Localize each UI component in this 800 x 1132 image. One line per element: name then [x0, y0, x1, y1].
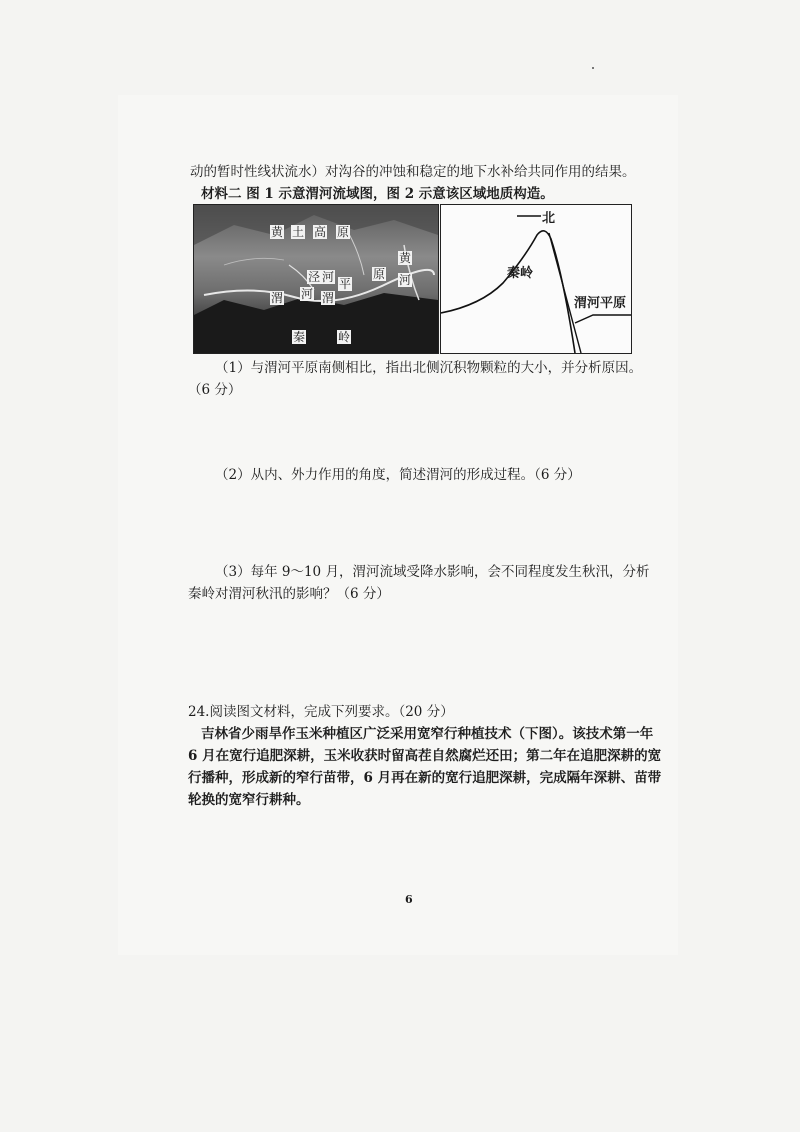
map-label-yuan-2: 原: [373, 267, 386, 281]
map-label-wei-1: 渭: [271, 291, 284, 305]
wei-plain-label: 渭河平原: [574, 292, 626, 311]
question-1-score: （6 分）: [188, 382, 242, 398]
map-label-yuan: 原: [337, 225, 350, 239]
material-two-caption: 材料二 图 1 示意渭河流域图，图 2 示意该区域地质构造。: [201, 186, 554, 202]
question-24-title: 24.阅读图文材料，完成下列要求。（20 分）: [188, 704, 454, 720]
question-24-line3: 行播种，形成新的窄行苗带，6 月再在新的宽行追肥深耕，完成隔年深耕、苗带: [188, 770, 662, 786]
map-label-qin: 秦: [293, 330, 306, 344]
section-profile: [441, 205, 631, 353]
question-1: （1）与渭河平原南侧相比，指出北侧沉积物颗粒的大小，并分析原因。: [215, 360, 643, 376]
qinling-label: 秦岭: [507, 266, 534, 281]
map-label-ling: 岭: [338, 330, 351, 344]
map-label-ping: 平: [339, 277, 352, 291]
scan-speck: [592, 67, 594, 69]
map-label-wei-2: 渭: [322, 291, 335, 305]
question-24-line1: 吉林省少雨旱作玉米种植区广泛采用宽窄行种植技术（下图）。该技术第一年: [201, 726, 654, 742]
map-label-he-2: 河: [399, 273, 412, 287]
question-2: （2）从内、外力作用的角度，简述渭河的形成过程。（6 分）: [215, 467, 581, 483]
question-24-line2: 6 月在宽行追肥深耕，玉米收获时留高茬自然腐烂还田；第二年在追肥深耕的宽: [188, 748, 662, 764]
page-number: 6: [405, 893, 413, 906]
north-arrow-label: 北: [542, 211, 556, 226]
map-label-huang: 黄: [271, 225, 284, 239]
map-label-he-3: 河: [301, 287, 314, 301]
intro-line: 动的暂时性线状流水）对沟谷的冲蚀和稳定的地下水补给共同作用的结果。: [190, 164, 636, 180]
map-label-huang-river: 黄: [399, 251, 412, 265]
question-3: （3）每年 9～10 月，渭河流域受降水影响，会不同程度发生秋汛，分析: [215, 564, 650, 580]
figure1-wei-river-map: [193, 204, 439, 354]
figure2-geologic-section: [440, 204, 632, 354]
map-label-gao: 高: [314, 225, 327, 239]
map-label-tu: 土: [292, 225, 305, 239]
question-24-line4: 轮换的宽窄行耕种。: [188, 792, 310, 808]
map-label-jing: 泾: [308, 270, 321, 284]
question-3-cont: 秦岭对渭河秋汛的影响？（6 分）: [188, 586, 390, 602]
map-label-he-1: 河: [322, 270, 335, 284]
